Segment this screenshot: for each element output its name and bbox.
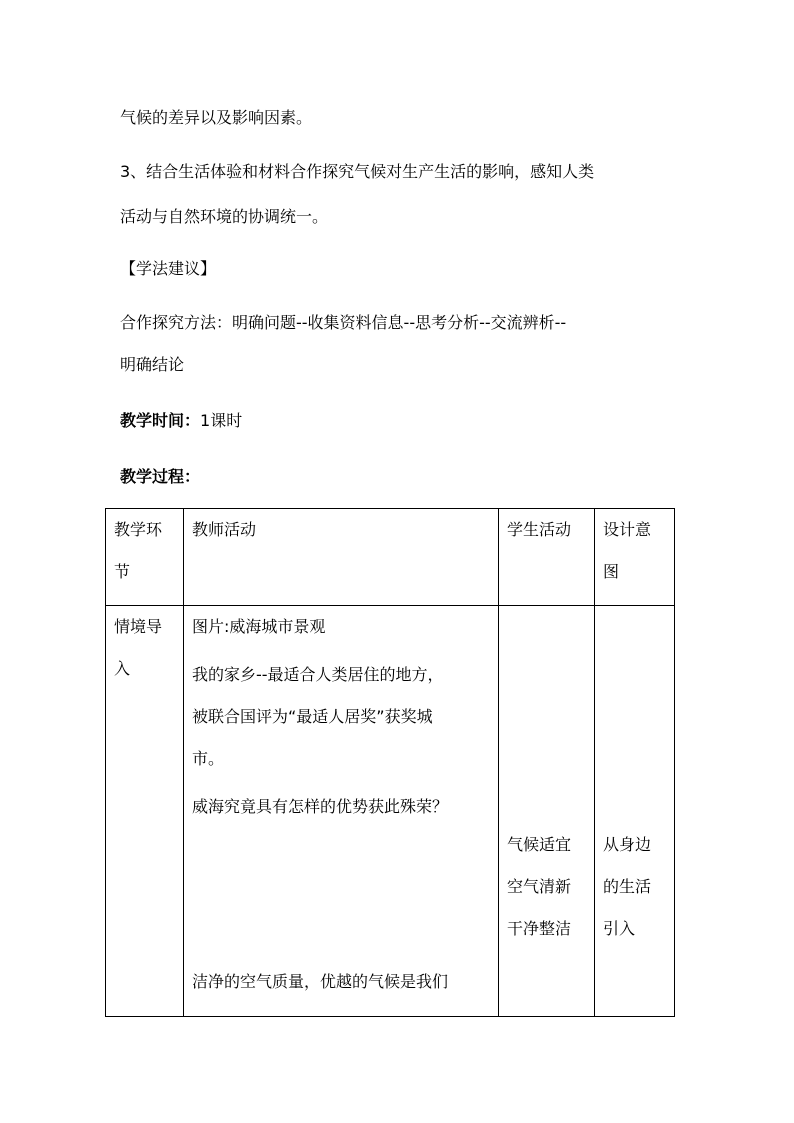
study-method-line-1: 合作探究方法：明确问题--收集资料信息--思考分析--交流辨析-- <box>120 313 567 332</box>
header-student-activity: 学生活动 <box>499 509 595 606</box>
header-teacher-activity: 教师活动 <box>184 509 499 606</box>
table-row <box>106 606 675 1017</box>
teacher-activity-cell: 图片:威海城市景观 我的家乡--最适合人类居住的地方， 被联合国评为“最适人居奖”获奖城 市。 威海究竟具有怎样的优势获此殊荣？ 洁净的空气质量，优越的气候是我们 <box>184 606 499 1017</box>
teaching-time-value: 1课时 <box>200 411 243 430</box>
objective-line-1: 气候的差异以及影响因素。 <box>120 108 313 127</box>
table-header-row <box>106 509 675 606</box>
objective-line-2: 3、结合生活体验和材料合作探究气候对生产生活的影响，感知人类 <box>120 162 595 181</box>
study-method-heading: 【学法建议】 <box>120 259 217 278</box>
objective-line-3: 活动与自然环境的协调统一。 <box>120 207 329 226</box>
student-activity-cell: 气候适宜 空气清新 干净整洁 <box>499 606 595 1017</box>
header-design-intent: 设计意 图 <box>595 509 675 606</box>
stage-cell: 情境导 入 <box>106 606 184 1017</box>
teaching-time-label: 教学时间： <box>120 411 201 430</box>
header-stage: 教学环 节 <box>106 509 184 606</box>
lesson-process-table <box>105 508 675 1017</box>
design-intent-cell: 从身边 的生活 引入 <box>595 606 675 1017</box>
study-method-line-2: 明确结论 <box>120 355 185 374</box>
teaching-time <box>120 398 242 443</box>
teaching-process-heading: 教学过程： <box>120 467 201 486</box>
